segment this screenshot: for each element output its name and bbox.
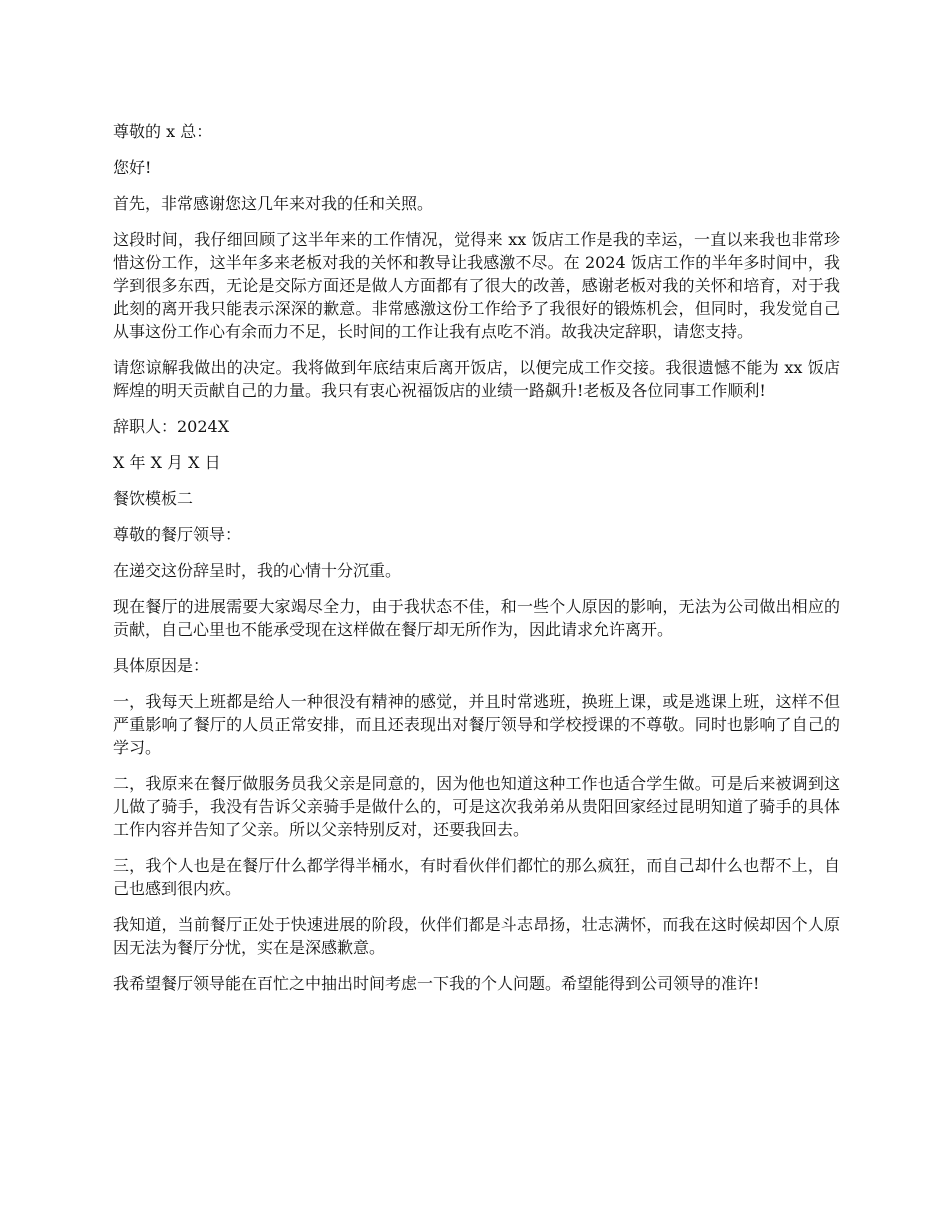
paragraph: 一，我每天上班都是给人一种很没有精神的感觉，并且时常逃班，换班上课，或是逃课上班，这样不但严重影响了餐厅的人员正常安排，而且还表现出对餐厅领导和学校授课的不尊敬。同时也影响了自己的学习。 xyxy=(113,692,840,757)
greeting: 您好! xyxy=(113,158,152,177)
paragraph: 三，我个人也是在餐厅什么都学得半桶水，有时看伙伴们都忙的那么疯狂，而自己却什么也帮不上，自己也感到很内疚。 xyxy=(113,856,840,898)
date-line: X 年 X 月 X 日 xyxy=(113,453,221,472)
document-body xyxy=(113,120,840,1008)
signature-line: 辞职人：2024X xyxy=(113,417,230,436)
salutation: 尊敬的 x 总： xyxy=(113,122,213,141)
salutation: 尊敬的餐厅领导： xyxy=(113,525,242,544)
paragraph: 请您谅解我做出的决定。我将做到年底结束后离开饭店，以便完成工作交接。我很遗憾不能为 xx 饭店辉煌的明天贡献自己的力量。我只有衷心祝福饭店的业绩一路飙升!老板及各位同事工作顺利! xyxy=(113,358,840,400)
paragraph: 我知道，当前餐厅正处于快速进展的阶段，伙伴们都是斗志昂扬，壮志满怀，而我在这时候却因个人原因无法为餐厅分忧，实在是深感歉意。 xyxy=(113,915,840,957)
paragraph: 在递交这份辞呈时，我的心情十分沉重。 xyxy=(113,561,402,580)
paragraph: 这段时间，我仔细回顾了这半年来的工作情况，觉得来 xx 饭店工作是我的幸运，一直以来我也非常珍惜这份工作，这半年多来老板对我的关怀和教导让我感激不尽。在 2024 饭店工作的半年多时间中，我学到很多东西，无论是交际方面还是做人方面都有了很大的改善，感谢老板对我的关怀和培育，对于我此刻的离开我只能表示深深的歉意。非常感激这份工作给予了我很好的锻炼机会，但同时，我发觉自己从事这份工作心有余而力不足，长时间的工作让我有点吃不消。故我决定辞职，请您支持。 xyxy=(113,230,840,341)
paragraph: 首先，非常感谢您这几年来对我的任和关照。 xyxy=(113,194,434,213)
paragraph: 我希望餐厅领导能在百忙之中抽出时间考虑一下我的个人问题。希望能得到公司领导的准许! xyxy=(113,974,760,993)
section-heading: 餐饮模板二 xyxy=(113,489,194,508)
paragraph: 具体原因是： xyxy=(113,656,210,675)
paragraph: 二，我原来在餐厅做服务员我父亲是同意的，因为他也知道这种工作也适合学生做。可是后来被调到这儿做了骑手，我没有告诉父亲骑手是做什么的，可是这次我弟弟从贵阳回家经过昆明知道了骑手的具体工作内容并告知了父亲。所以父亲特别反对，还要我回去。 xyxy=(113,774,840,839)
paragraph: 现在餐厅的进展需要大家竭尽全力，由于我状态不佳，和一些个人原因的影响，无法为公司做出相应的贡献，自己心里也不能承受现在这样做在餐厅却无所作为，因此请求允许离开。 xyxy=(113,597,840,639)
